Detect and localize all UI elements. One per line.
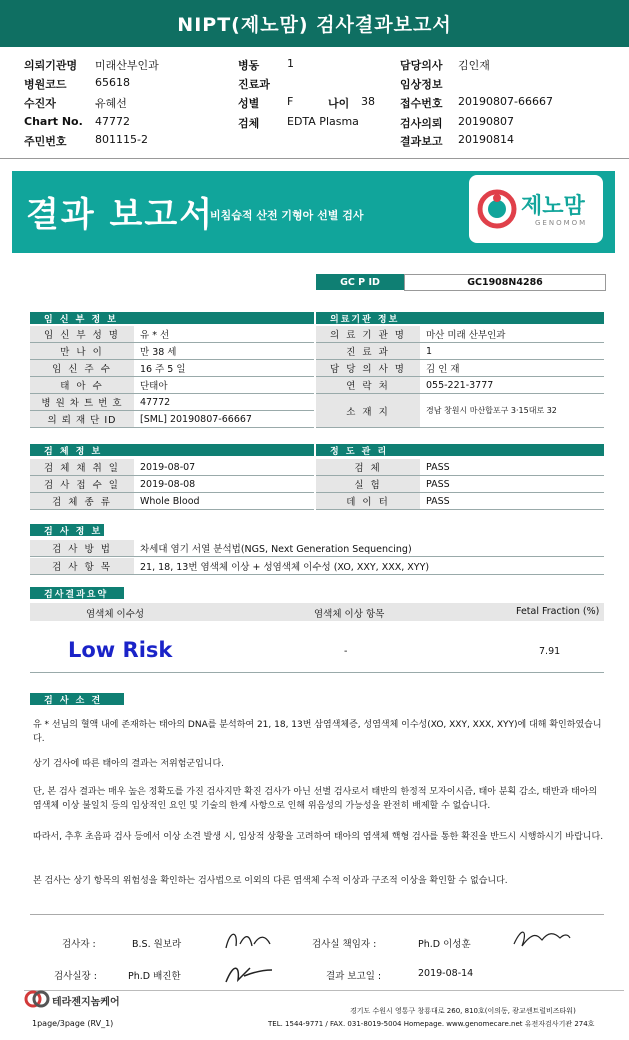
footer-contact: TEL. 1544-9771 / FAX. 031-8019-5004 Homepage. www.genomecare.net 유전자검사기관 274호	[268, 1020, 595, 1028]
opinion-paragraph: 단, 본 검사 결과는 매우 높은 정확도를 가진 검사지만 확진 검사가 아닌 선별 검사로서 태반의 한정적 모자이시즘, 태아 분획 감소, 태반과 태아의 염색체 이상 불일치 등의 임상적인 요인 및 기술의 한계 사항으로 인해 위음성의 가능성을 완전히 배제할 수 없습니다.	[33, 787, 598, 811]
header-value: EDTA Plasma	[287, 115, 359, 128]
summary-header-row	[30, 603, 604, 621]
company-name: 테라젠지놈케어	[52, 997, 120, 1008]
row-value: 차세대 염기 서열 분석법(NGS, Next Generation Sequencing)	[140, 544, 412, 555]
row-value: 경남 창원시 마산합포구 3·15대로 32	[426, 406, 557, 415]
section-header-institution: 의료기관 정보	[316, 312, 604, 324]
section-header-summary: 검사결과요약	[30, 587, 124, 599]
table-row	[316, 476, 604, 493]
chief-signature	[508, 924, 574, 952]
section-header-pregnant: 임 신 부 정 보	[30, 312, 314, 324]
row-label: 검 체 종 류	[30, 493, 134, 509]
report-date: 2019-08-14	[418, 968, 474, 979]
header-label: 병원코드	[24, 78, 67, 91]
tester-label: 검사자 :	[62, 939, 96, 950]
table-row	[30, 411, 314, 428]
row-label: 검 사 방 법	[30, 540, 134, 556]
row-label: 검 체 채 취 일	[30, 459, 134, 475]
header-label: 성별	[238, 97, 260, 110]
header-label: 담당의사	[400, 59, 443, 72]
section-header-test: 검 사 정 보	[30, 524, 104, 536]
row-value: PASS	[426, 495, 450, 507]
row-label: 만 나 이	[30, 343, 134, 359]
header-label: Chart No.	[24, 115, 83, 128]
report-title: NIPT(제노맘) 검사결과보고서	[177, 14, 452, 36]
summary-divider	[30, 672, 604, 673]
row-label: 연 락 처	[316, 377, 420, 393]
summary-col-header: 염색체 이상 항목	[314, 609, 385, 620]
genomom-logo	[469, 175, 603, 243]
report-banner	[12, 171, 615, 253]
footer-divider	[24, 990, 624, 991]
header-label: 주민번호	[24, 135, 67, 148]
logo-subtext: GENOMOM	[535, 219, 588, 227]
summary-col-header: Fetal Fraction (%)	[516, 606, 600, 617]
row-label: 병 원 차 트 번 호	[30, 394, 134, 410]
chief-name: Ph.D 이성훈	[418, 939, 471, 950]
result-risk: Low Risk	[68, 638, 173, 662]
head-label: 검사실장 :	[54, 971, 97, 982]
row-label: 담 당 의 사 명	[316, 360, 420, 376]
table-row	[316, 459, 604, 476]
row-label: 임 신 부 성 명	[30, 326, 134, 342]
table-row	[316, 493, 604, 510]
genomom-logo-icon	[477, 189, 517, 229]
gcp-id-value: GC1908N4286	[404, 274, 606, 291]
row-value: 47772	[140, 396, 171, 408]
result-item: -	[344, 646, 348, 657]
row-label: 의 뢰 재 단 ID	[30, 411, 134, 427]
table-row	[316, 326, 604, 343]
row-label: 검 사 항 목	[30, 558, 134, 574]
row-value: 21, 18, 13번 염색체 이상 + 성염색체 이수성 (XO, XXY, XXX, XYY)	[140, 562, 430, 573]
header-value: 1	[287, 57, 294, 70]
header-label: 검체	[238, 117, 260, 130]
table-row	[30, 394, 314, 411]
header-divider	[0, 158, 629, 159]
header-label: 수진자	[24, 97, 56, 110]
tester-name: B.S. 원보라	[132, 939, 182, 950]
header-value: 20190807	[458, 115, 514, 128]
opinion-divider	[30, 914, 604, 915]
company-logo-icon	[24, 990, 50, 1008]
opinion-paragraph: 유 * 선님의 혈액 내에 존재하는 태아의 DNA를 분석하여 21, 18, 13번 삼염색체증, 성염색체 이수성(XO, XXY, XXX, XYY)에 대해 확인하였습니다.	[33, 720, 602, 744]
row-label: 진 료 과	[316, 343, 420, 359]
row-label: 태 아 수	[30, 377, 134, 393]
row-value: PASS	[426, 461, 450, 473]
row-label: 의 료 기 관 명	[316, 326, 420, 342]
row-label: 검 체	[316, 459, 420, 475]
table-row	[30, 360, 314, 377]
report-date-label: 결과 보고일 :	[326, 971, 382, 982]
header-label: 결과보고	[400, 135, 443, 148]
header-label: 의뢰기관명	[24, 59, 78, 72]
opinion-paragraph: 상기 검사에 따른 태아의 결과는 저위험군입니다.	[33, 759, 225, 769]
chief-label: 검사실 책임자 :	[312, 939, 377, 950]
row-value: 유 * 선	[140, 330, 170, 341]
banner-title: 결과 보고서	[26, 195, 215, 235]
table-row	[30, 326, 314, 343]
fetal-fraction-value: 7.91	[539, 646, 561, 657]
section-header-sample: 검 체 정 보	[30, 444, 314, 456]
row-label: 소 재 지	[316, 394, 420, 427]
row-value: 만 38 세	[140, 347, 177, 358]
header-value: 유혜선	[95, 97, 127, 110]
row-value: 055-221-3777	[426, 379, 494, 391]
header-label: 검사의뢰	[400, 117, 443, 130]
header-label: 병동	[238, 59, 260, 72]
table-row	[30, 493, 314, 510]
row-label: 데 이 터	[316, 493, 420, 509]
table-row	[30, 540, 604, 557]
header-label: 임상정보	[400, 78, 443, 91]
banner-subtitle: 비침습적 산전 기형아 선별 검사	[210, 209, 364, 222]
row-value: 2019-08-07	[140, 461, 196, 473]
header-value: 801115-2	[95, 133, 148, 146]
logo-text: 제노맘	[521, 194, 585, 219]
opinion-paragraph: 본 검사는 상기 항목의 위험성을 확인하는 검사법으로 이외의 다른 염색체 수적 이상과 구조적 이상을 확인할 수 없습니다.	[33, 876, 508, 886]
page-number: 1page/3page (RV_1)	[32, 1019, 114, 1028]
row-value: Whole Blood	[140, 495, 200, 507]
opinion-paragraph: 따라서, 추후 초음파 검사 등에서 이상 소견 발생 시, 임상적 상황을 고려하여 태아의 염색체 핵형 검사를 통한 확진을 반드시 시행하시기 바랍니다.	[33, 832, 604, 842]
table-row	[30, 476, 314, 493]
head-signature	[220, 958, 276, 988]
row-value: 김 인 재	[426, 364, 460, 375]
header-value: 65618	[95, 76, 130, 89]
header-value: 20190807-66667	[458, 95, 553, 108]
row-value: 단태아	[140, 381, 168, 392]
row-value: PASS	[426, 478, 450, 490]
header-label: 나이	[328, 97, 350, 110]
gcp-id-label: GC P ID	[316, 274, 404, 290]
report-title-bar	[0, 0, 629, 47]
header-value: 20190814	[458, 133, 514, 146]
header-value: 미래산부인과	[95, 59, 159, 72]
row-label: 검 사 접 수 일	[30, 476, 134, 492]
summary-col-header: 염색체 이수성	[86, 609, 145, 620]
row-value: 2019-08-08	[140, 478, 196, 490]
section-header-qc: 정 도 관 리	[316, 444, 604, 456]
header-value: 38	[361, 95, 375, 108]
header-value: F	[287, 95, 294, 108]
row-label: 실 험	[316, 476, 420, 492]
header-label: 접수번호	[400, 97, 443, 110]
section-header-opinion: 검 사 소 견	[30, 693, 124, 705]
table-row	[316, 394, 604, 428]
row-value: 마산 미래 산부인과	[426, 330, 506, 341]
row-value: 16 주 5 일	[140, 364, 186, 375]
table-row	[30, 343, 314, 360]
table-row	[316, 343, 604, 360]
patient-header	[0, 55, 629, 155]
table-row	[316, 360, 604, 377]
tester-signature	[222, 926, 274, 956]
row-value: 1	[426, 345, 433, 357]
header-value: 47772	[95, 115, 130, 128]
table-row	[316, 377, 604, 394]
header-label: 진료과	[238, 78, 270, 91]
table-row	[30, 377, 314, 394]
table-row	[30, 558, 604, 575]
head-name: Ph.D 배진한	[128, 971, 181, 982]
row-label: 임 신 주 수	[30, 360, 134, 376]
footer-address: 경기도 수원시 영통구 창룡대로 260, 810호(이의동, 광교센트럴비즈타워)	[350, 1007, 576, 1015]
header-value: 김인재	[458, 59, 490, 72]
table-row	[30, 459, 314, 476]
row-value: [SML] 20190807-66667	[140, 413, 252, 425]
